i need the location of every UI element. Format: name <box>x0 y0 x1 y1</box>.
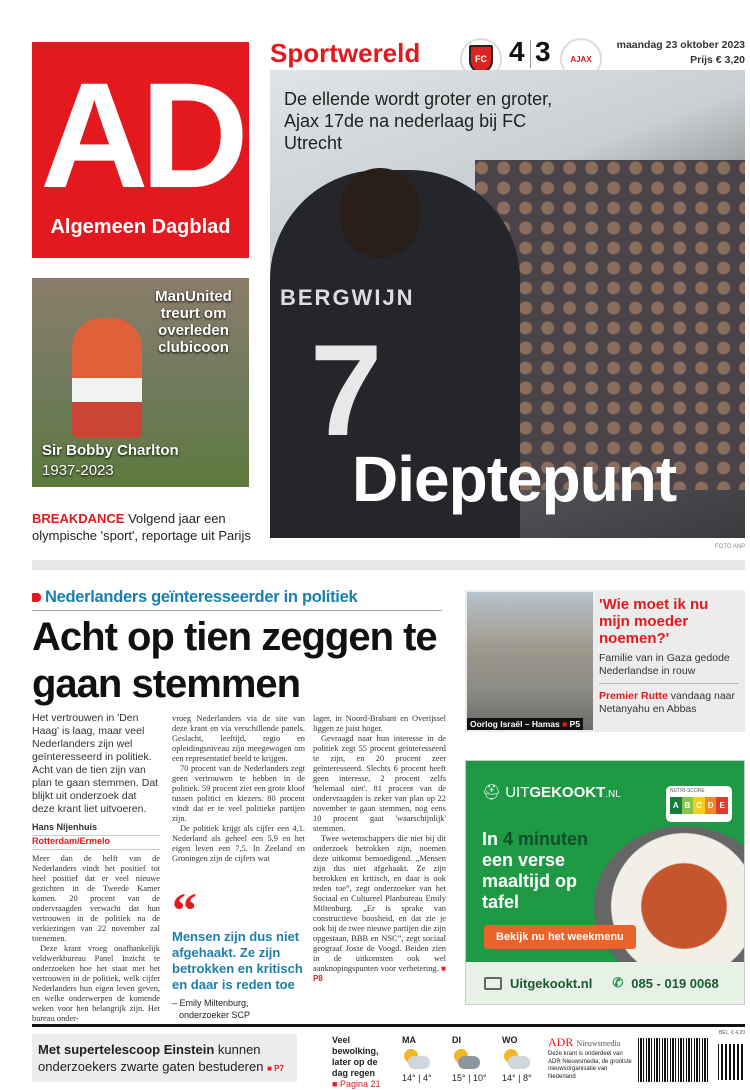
ad-logo[interactable] <box>32 42 249 258</box>
weather-day-di: DI 15° | 10° <box>452 1035 497 1083</box>
charlton-photo <box>72 318 142 438</box>
monitor-icon <box>484 977 502 990</box>
barcode <box>638 1038 708 1082</box>
weather-day-wo: WO 14° | 8° <box>502 1035 547 1083</box>
phone-icon: ✆ <box>612 975 624 990</box>
sport-headline: Dieptepunt <box>352 443 677 515</box>
chef-hat-icon: ⛑ <box>482 784 506 801</box>
score-divider <box>530 40 531 68</box>
weekmenu-button[interactable]: Bekijk nu het weekmenu <box>484 925 636 949</box>
weather-summary: Veel bewolking, later op de dag regen ■ Pagina 21 <box>332 1035 394 1090</box>
gaza-title: 'Wie moet ik nu mijn moeder noemen?' <box>599 596 709 647</box>
ad-phone[interactable]: 085 - 019 0068 <box>631 975 719 991</box>
charlton-teaser[interactable] <box>32 278 249 487</box>
article-location: Rotterdam/Ermelo <box>32 836 160 850</box>
ad-contact-bar <box>466 962 744 1004</box>
gaza-photo <box>467 592 593 730</box>
edition-price: Prijs € 3,20 <box>690 54 745 66</box>
adr-logo: ADR Nieuwsmedia <box>548 1035 621 1049</box>
page-ref-p8[interactable]: ■ P8 <box>313 964 446 983</box>
logo-mark: AD <box>40 51 241 219</box>
gaza-divider <box>599 683 739 684</box>
away-score: 3 <box>535 36 551 67</box>
paragraph: Gevraagd naar hun interesse in de politiek zegt 55 procent geïnteresseerd te zijn, en 20 procent zeer geïnteresseerd. Slechts 6 procent heeft geen interesse, 2 procent zelfs 'helemaal niet'. 81 procent van de ondervraagden is zeker van plan op 22 november te gaan stemmen, nog eens 10 procent gaat 'waarschijnlijk' stemmen. <box>313 734 446 833</box>
breakdance-kicker: BREAKDANCE <box>32 511 125 526</box>
gaza-tag: Oorlog Israël – Hamas ■ P5 <box>467 718 583 730</box>
main-kicker: Nederlanders geïnteresseerder in politiek <box>32 588 442 611</box>
sport-section-title: Sportwereld <box>270 38 421 68</box>
breakdance-teaser[interactable] <box>32 510 252 544</box>
paragraph: Deze krant vroeg onafhankelijk veldwerkbureau Panel Inzicht te onderzoeken hoe het staat met het vertrouwen in de politiek, welk cijfer Nederlanders hun eigen leven geven, en welke onderwerpen de komende weken voor hen belangrijk zijn. Het bureau onder- <box>32 944 160 1023</box>
page-ref-p7[interactable]: ■ P7 <box>267 1064 284 1073</box>
quote-mark-icon: “ <box>172 882 197 938</box>
belgium-price: BEL. € 4,20 <box>718 1030 745 1036</box>
partly-cloudy-icon <box>402 1047 447 1073</box>
ad-brand: ⛑ UITGEKOOKT.NL <box>482 784 621 801</box>
article-column-1 <box>32 712 160 1024</box>
pull-quote <box>172 882 307 1021</box>
quote-text: Mensen zijn dus niet afgehaakt. Ze zijn betrokken en kritisch en daar is reden toe <box>172 929 303 992</box>
charlton-name: Sir Bobby Charlton <box>42 442 179 459</box>
paragraph: vroeg Nederlanders via de site van deze krant en via verschillende panels. Geslacht, leeftijd, regio en opleidingsniveau zijn meegewogen om een representatief beeld te krijgen. <box>172 714 305 763</box>
paragraph: Twee wetenschappers die niet bij dit onderzoek betrokken zijn, noemen deze uitkomst bemoedigend. „Mensen zijn dus niet afgehaakt. Ze zijn betrokken en kritisch, en daar is ook reden toe”, zegt onderzoeker van het Sociaal en Cultureel Planbureau Emily Miltenburg. „Er is sprake van constructieve boosheid, en dat zie je ook bij de twee nieuwe partijen die zijn opgestaan, BBB en NSC”, zegt sociaal geograaf Josse de Voogd. Beiden zien in de uitkomsten ook wel aanknopingspunten voor verbetering. <box>313 834 446 973</box>
nutri-score-badge: NUTRI-SCORE A B C D E <box>666 786 732 822</box>
telescope-teaser[interactable]: Met supertelescoop Einstein kunnen onderzoekers zwarte gaten bestuderen ■ P7 <box>32 1034 297 1082</box>
player-head <box>340 168 420 258</box>
rain-cloud-icon <box>452 1047 497 1073</box>
gaza-subtitle: Familie van in Gaza gedode Nederlandse in rouw <box>599 652 730 677</box>
breakdance-text: Volgend jaar een olympische 'sport', reportage uit Parijs <box>32 511 251 543</box>
quote-attribution: – Emily Miltenburg, onderzoeker SCP <box>172 998 251 1020</box>
divider-bar <box>32 560 745 570</box>
charlton-caption: ManUnited treurt om overleden clubicoon <box>155 288 232 356</box>
footer-rule <box>32 1024 745 1027</box>
logo-name: Algemeen Dagblad <box>50 216 231 238</box>
main-headline[interactable]: Acht op tien zeggen te gaan stemmen <box>32 615 437 706</box>
weather-page-ref[interactable]: ■ Pagina 21 <box>332 1079 381 1089</box>
player-shirt-name: BERGWIJN <box>280 285 415 310</box>
publisher-info: ADR Nieuwsmedia Deze krant is onderdeel van ADR Nieuwsmedia, de grootste nieuwsorganisatie van Nederland <box>548 1035 636 1081</box>
photo-credit: FOTO ANP <box>715 544 746 550</box>
ad-copy: In 4 minuten een verse maaltijd op tafel <box>482 829 589 912</box>
uitgekookt-advertisement[interactable] <box>465 760 745 1005</box>
paragraph: lager, in Noord-Brabant en Overijssel liggen ze juist hoger. <box>313 714 446 733</box>
edition-info <box>617 38 745 68</box>
sport-subhead: De ellende wordt groter en groter, Ajax 17de na nederlaag bij FC Utrecht <box>284 89 553 153</box>
rutte-teaser: Premier Rutte vandaag naar Netanyahu en Abbas <box>599 690 735 715</box>
gaza-teaser[interactable] <box>465 590 745 732</box>
ad-website-link[interactable]: Uitgekookt.nl <box>510 975 593 991</box>
charlton-years: 1937-2023 <box>42 462 114 479</box>
paragraph: 70 procent van de Nederlanders zegt geen vertrouwen te hebben in de politiek. 59 procent ziet een grote kloof tussen politici en kiezers. 80 procent vindt dat er te veel politieke partijen zijn. <box>172 764 305 823</box>
fc-utrecht-logo: FC <box>460 38 502 80</box>
paragraph: De politiek krijgt als cijfer een 4,1. Nederland als geheel een 5,9 en het eigen leven een 7,5. In Zeeland en Groningen zijn de cijfers wat <box>172 824 305 863</box>
sport-header <box>270 36 745 70</box>
home-score: 4 <box>509 36 525 67</box>
article-column-2 <box>172 714 305 864</box>
article-lead: Het vertrouwen in 'Den Haag' is laag, maar veel Nederlanders zijn wel geïnteresseerd in politiek. Acht van de tien zijn van plan te gaan stemmen. Dat blijkt uit onderzoek dat deze krant liet uitvoeren. <box>32 712 159 815</box>
sport-lead-story[interactable] <box>270 70 745 538</box>
kicker-arrow-icon <box>32 593 41 602</box>
player-shirt-number: 7 <box>310 317 383 463</box>
ajax-logo: AJAX <box>560 38 602 80</box>
edition-date: maandag 23 oktober 2023 <box>616 39 745 51</box>
article-author: Hans Nijenhuis <box>32 822 160 836</box>
paragraph: Meer dan de helft van de Nederlanders vindt het positief tot heel positief dat er veel nieuwe gezichten in de Tweede Kamer komen. 20 procent van de ondervraagden verwacht dat hun vertrouwen in de politiek na de verkiezingen van 22 november zal toenemen. <box>32 854 160 943</box>
partly-cloudy-icon <box>502 1047 547 1073</box>
barcode-addon <box>718 1044 745 1080</box>
article-column-3 <box>313 714 446 984</box>
weather-day-ma: MA 14° | 4° <box>402 1035 447 1083</box>
